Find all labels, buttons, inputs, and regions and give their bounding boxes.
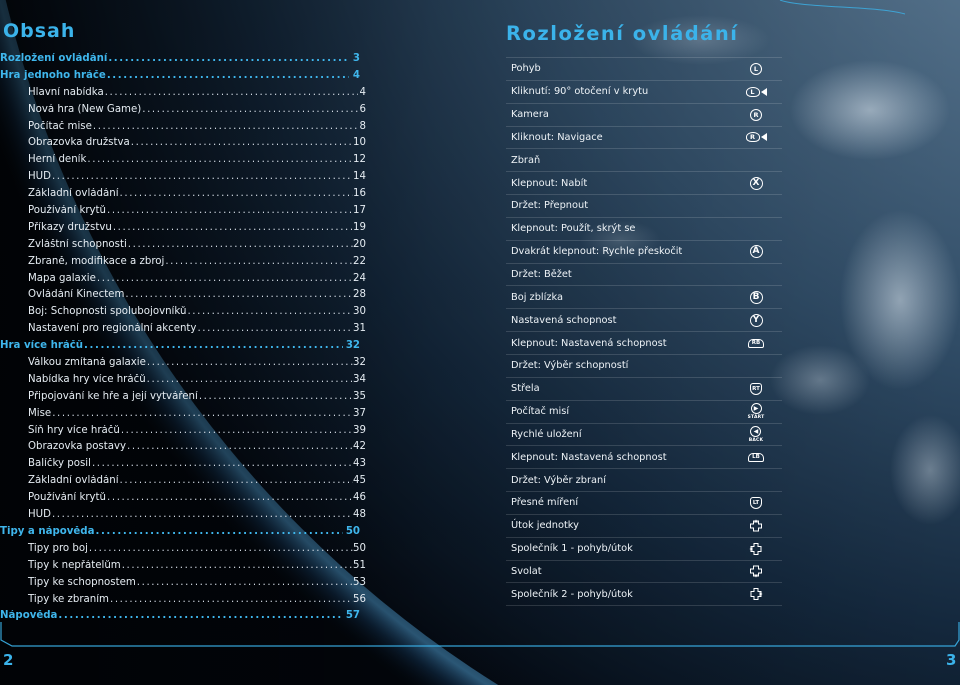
- toc-entry-title: Balíčky posil: [28, 458, 91, 470]
- start-button-icon: ▶ START: [747, 405, 765, 421]
- toc-entry-title: Používání krytů: [28, 205, 107, 217]
- toc-dot-leader: [107, 53, 349, 64]
- toc-dot-leader: [112, 222, 353, 233]
- control-label: Klepnout: Nastavená schopnost: [511, 337, 667, 349]
- toc-entry-page: 37: [353, 407, 366, 419]
- toc-entry[interactable]: [0, 425, 366, 442]
- toc-entry-page: 17: [353, 205, 366, 217]
- control-row: [506, 332, 782, 355]
- toc-entry[interactable]: [0, 239, 366, 256]
- toc-dot-leader: [126, 441, 353, 452]
- toc-entry[interactable]: [0, 357, 366, 374]
- toc-entry-page: 42: [353, 441, 366, 453]
- toc-dot-leader: [130, 137, 353, 148]
- controls-list: [506, 57, 782, 606]
- toc-entry-page: 39: [353, 424, 366, 436]
- control-row: [506, 172, 782, 195]
- toc-entry-title: Ovládání Kinectem: [28, 289, 125, 301]
- toc-dot-leader: [120, 425, 353, 436]
- right-bumper-icon: RB: [748, 339, 764, 348]
- toc-dot-leader: [198, 391, 353, 402]
- toc-entry-title: Hlavní nabídka: [28, 86, 104, 98]
- toc-dot-leader: [96, 273, 353, 284]
- toc-entry-title: Tipy pro boj: [28, 542, 88, 554]
- toc-entry[interactable]: [0, 188, 366, 205]
- left-stick-click-icon: L: [746, 87, 767, 97]
- toc-entry[interactable]: [0, 205, 366, 222]
- toc-entry-title: HUD: [28, 509, 51, 521]
- toc-entry[interactable]: [0, 408, 366, 425]
- toc-entry-page: 32: [353, 357, 366, 369]
- control-label: Společník 1 - pohyb/útok: [511, 543, 633, 555]
- toc-entry-page: 56: [353, 593, 366, 605]
- toc-dot-leader: [106, 492, 353, 503]
- toc-entry-page: 4: [359, 86, 366, 98]
- toc-entry-title: Mapa galaxie: [28, 272, 96, 284]
- toc-entry[interactable]: [0, 87, 366, 104]
- control-icon-slot: [743, 265, 769, 285]
- toc-entry[interactable]: [0, 104, 366, 121]
- toc-dot-leader: [119, 188, 354, 199]
- control-row: [506, 309, 782, 332]
- toc-entry-page: 32: [345, 340, 360, 352]
- toc-entry-page: 51: [353, 559, 366, 571]
- toc-entry[interactable]: [0, 458, 366, 475]
- toc-entry-page: 10: [353, 137, 366, 149]
- back-button-icon: ◀ BACK: [748, 427, 764, 443]
- toc-entry-title: Nastavení pro regionální akcenty: [28, 323, 197, 335]
- toc-entry-title: Používání krytů: [28, 492, 107, 504]
- control-row: [506, 446, 782, 469]
- control-icon-slot: [743, 219, 769, 239]
- dpad-right-icon: [748, 587, 764, 601]
- toc-entry-page: 14: [353, 171, 366, 183]
- toc-entry-title: Nabídka hry více hráčů: [28, 373, 146, 385]
- toc-dot-leader: [141, 104, 358, 115]
- toc-entry[interactable]: [0, 577, 366, 594]
- toc-entry-page: 46: [353, 492, 366, 504]
- toc-entry-page: 16: [353, 188, 366, 200]
- control-icon-slot: [743, 59, 769, 79]
- control-label: Klepnout: Použít, skrýt se: [511, 223, 636, 235]
- right-stick-icon: R: [750, 109, 762, 121]
- toc-entry-title: Tipy k nepřátelům: [28, 559, 121, 571]
- toc-dot-leader: [92, 121, 358, 132]
- toc-entry[interactable]: [0, 441, 366, 458]
- control-icon-slot: [743, 447, 769, 467]
- toc-entry-page: 50: [353, 542, 366, 554]
- toc-entry-page: 31: [353, 323, 366, 335]
- toc-dot-leader: [91, 458, 353, 469]
- control-icon-slot: [743, 196, 769, 216]
- control-row: [506, 583, 782, 606]
- toc-entry-page: 30: [353, 306, 366, 318]
- control-row: [506, 515, 782, 538]
- toc-entry-title: Herní deník: [28, 154, 87, 166]
- control-label: Boj zblízka: [511, 291, 564, 303]
- toc-dot-leader: [109, 594, 353, 605]
- control-icon-slot: [743, 150, 769, 170]
- toc-entry-page: 57: [345, 610, 360, 622]
- control-label: Držet: Výběr zbraní: [511, 474, 606, 486]
- toc-entry-title: Nápověda: [0, 610, 58, 622]
- toc-dot-leader: [88, 543, 353, 554]
- toc-entry[interactable]: [0, 222, 366, 239]
- control-row: [506, 561, 782, 584]
- toc-entry-page: 20: [353, 238, 366, 250]
- dpad-left-icon: [748, 542, 764, 556]
- toc-entry-page: 19: [353, 221, 366, 233]
- toc-dot-leader: [51, 408, 353, 419]
- control-row: [506, 104, 782, 127]
- toc-dot-leader: [136, 577, 353, 588]
- toc-entry[interactable]: [0, 171, 366, 188]
- control-row: [506, 286, 782, 309]
- a-button-icon: A: [750, 245, 763, 258]
- toc-entry-page: 45: [353, 475, 366, 487]
- toc-entry-page: 43: [353, 458, 366, 470]
- y-button-icon: Y: [750, 314, 763, 327]
- toc-section[interactable]: [0, 340, 366, 357]
- control-icon-slot: [743, 424, 769, 444]
- dpad-down-icon: [748, 564, 764, 578]
- toc-entry[interactable]: [0, 154, 366, 171]
- control-row: [506, 538, 782, 561]
- toc-entry-title: Tipy a nápověda: [0, 525, 95, 537]
- control-icon-slot: [743, 310, 769, 330]
- toc-dot-leader: [186, 306, 353, 317]
- control-label: Držet: Běžet: [511, 269, 572, 281]
- toc-entry-title: Základní ovládání: [28, 475, 119, 487]
- control-label: Kliknout: Navigace: [511, 131, 603, 143]
- toc-entry-title: Mise: [28, 407, 52, 419]
- control-label: Kamera: [511, 109, 549, 121]
- toc-entry-title: Zbraně, modifikace a zbroj: [28, 255, 165, 267]
- dpad-up-icon: [748, 519, 764, 533]
- toc-entry-title: Boj: Schopnosti spolubojovníků: [28, 306, 187, 318]
- control-label: Kliknutí: 90° otočení v krytu: [511, 86, 649, 98]
- control-icon-slot: [743, 379, 769, 399]
- control-row: [506, 264, 782, 287]
- toc-entry-page: 35: [353, 390, 366, 402]
- control-row: [506, 241, 782, 264]
- toc-entry-page: 48: [353, 509, 366, 521]
- control-icon-slot: [743, 493, 769, 513]
- control-label: Útok jednotky: [511, 520, 579, 532]
- toc-entry[interactable]: [0, 475, 366, 492]
- left-bumper-icon: LB: [748, 453, 764, 462]
- toc-entry-page: 28: [353, 289, 366, 301]
- toc-entry-title: Obrazovka družstva: [28, 137, 130, 149]
- controls-title: Rozložení ovládání: [506, 22, 739, 45]
- control-icon-slot: [743, 173, 769, 193]
- control-icon-slot: [743, 539, 769, 559]
- toc-dot-leader: [124, 289, 353, 300]
- control-row: [506, 57, 782, 81]
- control-label: Svolat: [511, 565, 542, 577]
- toc-entry-page: 50: [345, 525, 360, 537]
- control-label: Nastavená schopnost: [511, 314, 617, 326]
- control-icon-slot: [743, 402, 769, 422]
- toc-entry-title: Hra jednoho hráče: [0, 69, 106, 81]
- toc-dot-leader: [106, 205, 353, 216]
- toc-dot-leader: [57, 610, 342, 621]
- left-trigger-icon: LT: [750, 497, 762, 509]
- control-icon-slot: [743, 333, 769, 353]
- toc-entry[interactable]: [0, 594, 366, 611]
- toc-entry[interactable]: [0, 256, 366, 273]
- x-button-icon: X: [750, 177, 763, 190]
- control-icon-slot: [743, 127, 769, 147]
- toc-list: [0, 53, 366, 627]
- control-label: Rychlé uložení: [511, 428, 582, 440]
- control-row: [506, 424, 782, 447]
- toc-entry-title: Tipy ke zbraním: [28, 593, 109, 605]
- control-label: Pohyb: [511, 63, 541, 75]
- control-label: Společník 2 - pohyb/útok: [511, 588, 633, 600]
- toc-entry[interactable]: [0, 492, 366, 509]
- control-icon-slot: [743, 105, 769, 125]
- toc-entry-title: Počítač mise: [28, 120, 92, 132]
- control-row: [506, 492, 782, 515]
- toc-dot-leader: [83, 340, 343, 351]
- control-icon-slot: [743, 470, 769, 490]
- control-icon-slot: [743, 584, 769, 604]
- control-row: [506, 127, 782, 150]
- toc-entry[interactable]: [0, 137, 366, 154]
- toc-entry-page: 4: [352, 69, 360, 81]
- control-label: Držet: Výběr schopností: [511, 360, 629, 372]
- control-label: Držet: Přepnout: [511, 200, 589, 212]
- toc-title: Obsah: [3, 20, 76, 42]
- toc-dot-leader: [164, 256, 353, 267]
- toc-entry[interactable]: [0, 543, 366, 560]
- control-label: Klepnout: Nabít: [511, 177, 588, 189]
- toc-dot-leader: [121, 560, 353, 571]
- toc-entry[interactable]: [0, 121, 366, 138]
- toc-entry[interactable]: [0, 509, 366, 526]
- toc-entry[interactable]: [0, 306, 366, 323]
- toc-dot-leader: [94, 526, 342, 537]
- control-row: [506, 149, 782, 172]
- toc-entry-title: Tipy ke schopnostem: [28, 576, 136, 588]
- toc-entry-title: Základní ovládání: [28, 188, 119, 200]
- control-label: Zbraň: [511, 154, 541, 166]
- toc-dot-leader: [86, 154, 353, 165]
- toc-dot-leader: [51, 171, 353, 182]
- toc-entry-title: Nová hra (New Game): [28, 103, 142, 115]
- control-row: [506, 195, 782, 218]
- toc-entry-page: 22: [353, 255, 366, 267]
- toc-entry-page: 53: [353, 576, 366, 588]
- control-row: [506, 469, 782, 492]
- control-icon-slot: [743, 242, 769, 262]
- toc-dot-leader: [51, 509, 353, 520]
- control-icon-slot: [743, 82, 769, 102]
- toc-entry[interactable]: [0, 273, 366, 290]
- toc-entry-page: 34: [353, 373, 366, 385]
- control-label: Střela: [511, 383, 540, 395]
- toc-entry-title: HUD: [28, 171, 51, 183]
- toc-entry-page: 24: [353, 272, 366, 284]
- toc-dot-leader: [146, 357, 353, 368]
- toc-entry-title: Zvláštní schopnosti: [28, 238, 127, 250]
- toc-dot-leader: [104, 87, 358, 98]
- toc-entry-title: Síň hry více hráčů: [28, 424, 120, 436]
- toc-dot-leader: [146, 374, 353, 385]
- control-row: [506, 81, 782, 104]
- toc-dot-leader: [106, 70, 349, 81]
- toc-dot-leader: [127, 239, 353, 250]
- toc-section[interactable]: [0, 610, 366, 627]
- control-label: Dvakrát klepnout: Rychle přeskočit: [511, 246, 683, 258]
- control-icon-slot: [743, 356, 769, 376]
- toc-entry[interactable]: [0, 391, 366, 408]
- control-icon-slot: [743, 287, 769, 307]
- page-number-right: 3: [946, 651, 957, 669]
- control-label: Počítač misí: [511, 406, 570, 418]
- control-label: Klepnout: Nastavená schopnost: [511, 451, 667, 463]
- toc-section[interactable]: [0, 53, 366, 70]
- toc-entry-title: Válkou zmítaná galaxie: [28, 357, 146, 369]
- toc-entry[interactable]: [0, 374, 366, 391]
- toc-dot-leader: [119, 475, 354, 486]
- right-trigger-icon: RT: [750, 383, 762, 395]
- control-label: Přesné míření: [511, 497, 579, 509]
- toc-entry-title: Příkazy družstvu: [28, 221, 112, 233]
- control-row: [506, 218, 782, 241]
- toc-entry[interactable]: [0, 289, 366, 306]
- b-button-icon: B: [750, 291, 763, 304]
- toc-entry-title: Hra více hráčů: [0, 340, 84, 352]
- right-stick-click-icon: R: [746, 132, 767, 142]
- control-row: [506, 378, 782, 401]
- toc-entry-title: Rozložení ovládání: [0, 53, 108, 64]
- toc-dot-leader: [196, 323, 353, 334]
- toc-section[interactable]: [0, 70, 366, 87]
- toc-entry[interactable]: [0, 323, 366, 340]
- toc-entry-title: Připojování ke hře a její vytváření: [28, 390, 198, 402]
- control-row: [506, 355, 782, 378]
- toc-entry-page: 12: [353, 154, 366, 166]
- toc-entry[interactable]: [0, 560, 366, 577]
- control-icon-slot: [743, 561, 769, 581]
- page-number-left: 2: [3, 651, 14, 669]
- toc-entry-title: Obrazovka postavy: [28, 441, 127, 453]
- control-row: [506, 401, 782, 424]
- toc-entry-page: 6: [359, 103, 366, 115]
- toc-entry-page: 8: [359, 120, 366, 132]
- control-icon-slot: [743, 516, 769, 536]
- toc-entry-page: 3: [352, 53, 360, 64]
- toc-section[interactable]: [0, 526, 366, 543]
- left-stick-icon: L: [750, 63, 762, 75]
